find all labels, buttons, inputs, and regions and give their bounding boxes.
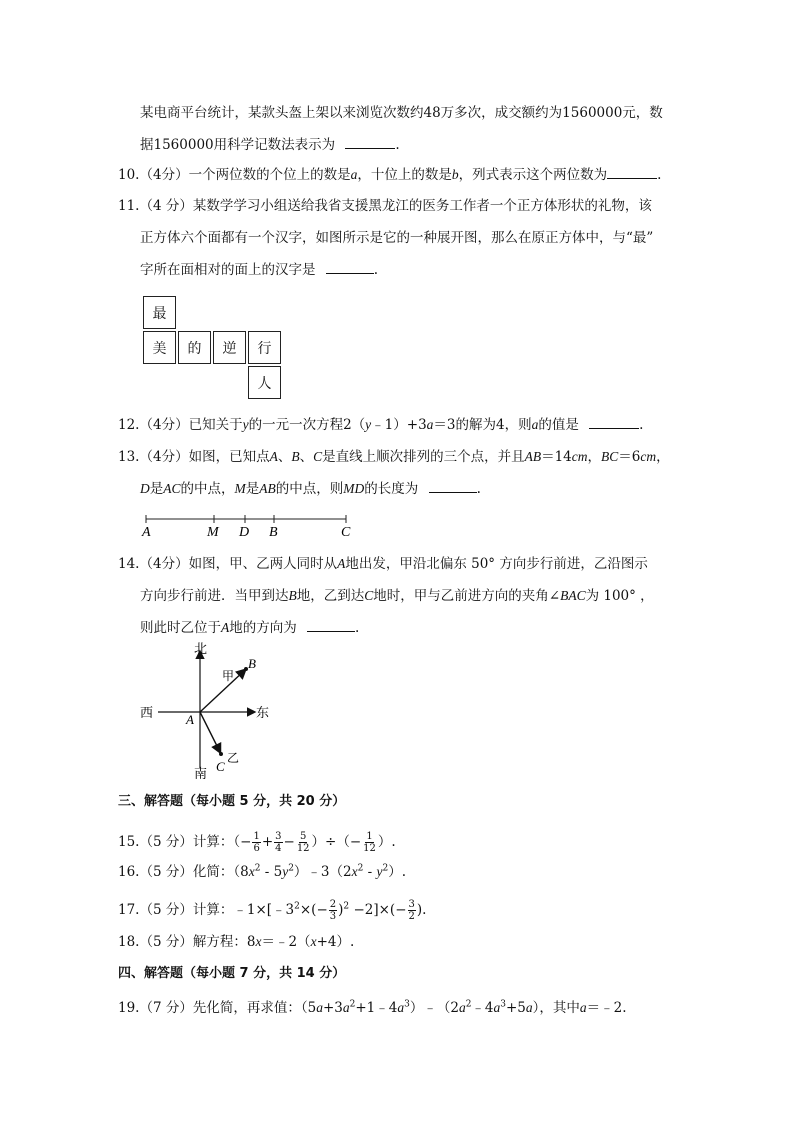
seg-ac: AC (163, 481, 181, 496)
q15-score: （5 分） (139, 834, 193, 850)
q16-number: 16. (118, 864, 140, 880)
point-a: A (221, 620, 230, 635)
q14-text: 地的方向为 (229, 620, 297, 636)
q19-text: +5 (506, 1000, 526, 1016)
q14-end: . (355, 620, 360, 636)
q13-text: 是直线上顺次排列的三个点，并且 (322, 449, 525, 465)
line-segment-figure (138, 510, 368, 540)
q16-score: （5 分） (139, 864, 193, 880)
q18-text: ＝﹣2（ (261, 934, 311, 950)
point-c: C (313, 449, 323, 464)
answer-blank (607, 164, 657, 179)
q13-text: 、 (277, 449, 292, 465)
q17-text: −2]×(− (349, 902, 407, 918)
q13-line1 (118, 447, 670, 467)
q14-number: 14. (118, 556, 140, 572)
q9-text: 据1560000用科学记数法表示为 (140, 137, 336, 153)
net-cell-zui: 最 (143, 296, 176, 329)
point-d: D (140, 481, 150, 496)
q12-number: 12. (118, 417, 140, 433)
seg-md: MD (343, 481, 365, 496)
q14-text: 则此时乙位于 (140, 620, 221, 636)
var-y: y (376, 864, 383, 879)
unit-cm: cm (571, 449, 588, 464)
q16: 16.（5 分）化简：（$8x^2$ - $5y^2)﹣3(2x^2 - y^2)$. (118, 863, 407, 880)
q16-text: - 5 (260, 864, 283, 880)
q16-text: 化简：（8 (192, 864, 249, 880)
q13-text: ＝6 (618, 449, 641, 465)
var-a: a (350, 167, 358, 182)
label-b: B (248, 656, 256, 671)
q13-number: 13. (118, 449, 140, 465)
answer-blank (345, 134, 395, 149)
label-south: 南 (194, 766, 208, 781)
point-a: A (337, 556, 346, 571)
label-east: 东 (256, 705, 270, 720)
point-m: M (234, 481, 246, 496)
var-x: x (248, 864, 255, 879)
q13-line2 (140, 478, 481, 499)
q9-line2 (140, 134, 400, 155)
q14-line2 (140, 586, 654, 606)
label-c: C (216, 759, 225, 774)
q13-text: 、 (299, 449, 314, 465)
q11-line2: 正方体六个面都有一个汉字，如图所示是它的一种展开图，那么在原正方体中，与“最” (140, 230, 654, 246)
q14-score: （4分） (139, 556, 189, 572)
q18-score: （5 分） (139, 934, 193, 950)
var-b: b (451, 167, 459, 182)
q13-text: ， (587, 449, 602, 465)
q15-end: ）. (377, 834, 396, 850)
q11-number: 11. (118, 198, 140, 214)
q11-score: （4 分） (139, 198, 193, 214)
q13-score: （4分） (139, 449, 189, 465)
fraction: $\frac{3}{4}$ (275, 831, 282, 854)
q14-text: 方向步行前进．当甲到达 (140, 588, 289, 604)
q15: 15.（5 分）计算：（− $\frac{1}{6}$ + $\frac{3}{4}$ − $\frac{5}{12}$ ）÷（− $\frac{1}{12}$ ）. (118, 831, 396, 854)
angle-bac: BAC (560, 588, 586, 603)
net-cell-ni: 逆 (213, 331, 246, 364)
var-y: y (365, 417, 372, 432)
q16-text: - (363, 864, 377, 880)
point-a: A (269, 449, 278, 464)
point-c: C (364, 588, 374, 603)
q14-line3 (140, 617, 359, 638)
q12-text: ＝3的解为4，则 (433, 417, 532, 433)
compass-figure (138, 640, 278, 785)
q11-text: 某数学学习小组送给我省支援黑龙江的医务工作者一个正方体形状的礼物，该 (192, 198, 652, 214)
q10-score: （4分） (139, 167, 189, 183)
label-d: D (239, 525, 250, 540)
q19-text: ）﹣（2 (409, 1000, 459, 1016)
q14-text: 地出发，甲沿北偏东 50° 方向步行前进，乙沿图示 (345, 556, 648, 572)
q17: 17.（5 分）计算：$﹣1\times[﹣3^2\times(-$ $\frac{2}{3}$ )$^2$ −2]×(− $\frac{3}{2}$ ). (118, 899, 427, 922)
q9-line1: 某电商平台统计，某款头盔上架以来浏览次数约48万多次，成交额约为1560000元，数 (140, 105, 663, 121)
q12 (118, 414, 643, 435)
q16-text: ）﹣3（2 (293, 864, 352, 880)
q10-text: 一个两位数的个位上的数是 (188, 167, 351, 183)
fraction: $\frac{3}{2}$ (408, 899, 415, 922)
q19-text: +1﹣4 (355, 1000, 398, 1016)
q10-number: 10. (118, 167, 140, 183)
answer-blank (589, 414, 639, 429)
q13-text: 是 (245, 481, 260, 497)
q11-text: 字所在面相对的面上的汉字是 (140, 262, 316, 278)
q17-text: ) (338, 902, 344, 918)
label-c: C (341, 525, 351, 540)
q14-text: 如图，甲、乙两人同时从 (188, 556, 338, 572)
var-a: a (316, 1000, 323, 1015)
answer-blank (429, 478, 477, 493)
var-x: x (255, 934, 262, 949)
q18-text: 解方程：8 (192, 934, 256, 950)
q12-text: ﹣1）+3 (371, 417, 427, 433)
label-a: A (186, 712, 194, 727)
q19-text: 先化简，再求值：（5 (192, 1000, 317, 1016)
q19: 19.（7 分）先化简，再求值：$(5a+3a^2+1﹣4a^3)﹣(2a^2﹣4a^3+5a)$，其中a＝﹣2. (118, 999, 627, 1016)
q10-end: . (657, 167, 662, 183)
var-a: a (579, 1000, 587, 1015)
q13-text: 的中点， (180, 481, 235, 497)
q17-text: 计算：﹣1×[﹣3 (192, 902, 295, 918)
label-m: M (207, 525, 219, 540)
q17-number: 17. (118, 902, 140, 918)
q12-text: 的值是 (538, 417, 579, 433)
q19-number: 19. (118, 1000, 140, 1016)
var-a: a (531, 417, 539, 432)
q17-score: （5 分） (139, 902, 193, 918)
q18-end: +4）. (316, 934, 355, 950)
section-3-heading: 三、解答题（每小题 5 分，共 20 分） (118, 794, 346, 809)
seg-bc: BC (601, 449, 619, 464)
label-yi: 乙 (227, 751, 240, 765)
q19-text: ﹣4 (471, 1000, 494, 1016)
var-a: a (458, 1000, 466, 1015)
q13-text: ， (656, 449, 670, 465)
q13-text: 的长度为 (364, 481, 419, 497)
seg-ab: AB (524, 449, 542, 464)
label-b: B (269, 525, 278, 540)
q14-line1 (118, 554, 648, 574)
q17-end: ). (416, 902, 427, 918)
q13-text: 是 (149, 481, 164, 497)
q17-text: ×(− (299, 902, 328, 918)
net-cell-xing: 行 (248, 331, 281, 364)
q15-text: 计算：（ (192, 834, 241, 850)
var-a: a (426, 417, 434, 432)
point-b: B (288, 588, 297, 603)
net-cell-ren: 人 (248, 366, 281, 399)
q12-score: （4分） (139, 417, 189, 433)
q11-line3 (140, 259, 378, 280)
var-a: a (525, 1000, 533, 1015)
q19-text: ＝﹣2. (586, 1000, 627, 1016)
q19-score: （7 分） (139, 1000, 193, 1016)
q15-number: 15. (118, 834, 140, 850)
answer-blank (307, 617, 355, 632)
seg-ab: AB (259, 481, 276, 496)
fraction: $\frac{1}{12}$ (363, 831, 376, 854)
q14-text: 为 100° ， (585, 588, 654, 604)
q13-end: . (476, 481, 481, 497)
section-4-heading: 四、解答题（每小题 7 分，共 14 分） (118, 966, 346, 981)
var-x: x (351, 864, 358, 879)
q18 (118, 932, 354, 952)
label-north: 北 (194, 641, 208, 656)
q12-text: 的一元一次方程2（ (248, 417, 366, 433)
q14-text: 地时，甲与乙前进方向的夹角∠ (373, 588, 561, 604)
q10-text: ，十位上的数是 (357, 167, 452, 183)
q13-text: 如图，已知点 (188, 449, 270, 465)
q19-text: +3 (322, 1000, 343, 1016)
var-a: a (342, 1000, 350, 1015)
label-west: 西 (140, 705, 154, 720)
yi-path (200, 712, 220, 752)
q11-line1 (118, 196, 652, 216)
fraction: $\frac{2}{3}$ (329, 899, 337, 922)
q9-end: . (395, 137, 400, 153)
unit-cm: cm (640, 449, 657, 464)
label-a: A (142, 525, 151, 540)
var-y: y (242, 417, 249, 432)
var-x: x (310, 934, 317, 949)
q13-text: 的中点，则 (275, 481, 344, 497)
q15-text: ）÷（ (311, 834, 350, 850)
q10-text: ，列式表示这个两位数为 (458, 167, 608, 183)
q14-text: 地，乙到达 (296, 588, 365, 604)
q11-end: . (373, 262, 379, 278)
answer-blank (326, 259, 374, 274)
q19-text: ），其中 (532, 1000, 580, 1016)
q10 (118, 164, 661, 185)
fraction: $\frac{1}{6}$ (253, 831, 260, 854)
net-cell-de: 的 (178, 331, 211, 364)
q12-end: . (639, 417, 644, 433)
q12-text: 已知关于 (188, 417, 243, 433)
net-cell-mei: 美 (143, 331, 176, 364)
var-a: a (493, 1000, 501, 1015)
point-b: B (291, 449, 300, 464)
q13-text: ＝14 (541, 449, 572, 465)
label-jia: 甲 (222, 669, 235, 683)
fraction: $\frac{5}{12}$ (296, 831, 310, 854)
var-y: y (282, 864, 289, 879)
q18-number: 18. (118, 934, 140, 950)
var-a: a (397, 1000, 405, 1015)
point-c-dot (219, 752, 223, 756)
q16-end: ）. (388, 864, 407, 880)
